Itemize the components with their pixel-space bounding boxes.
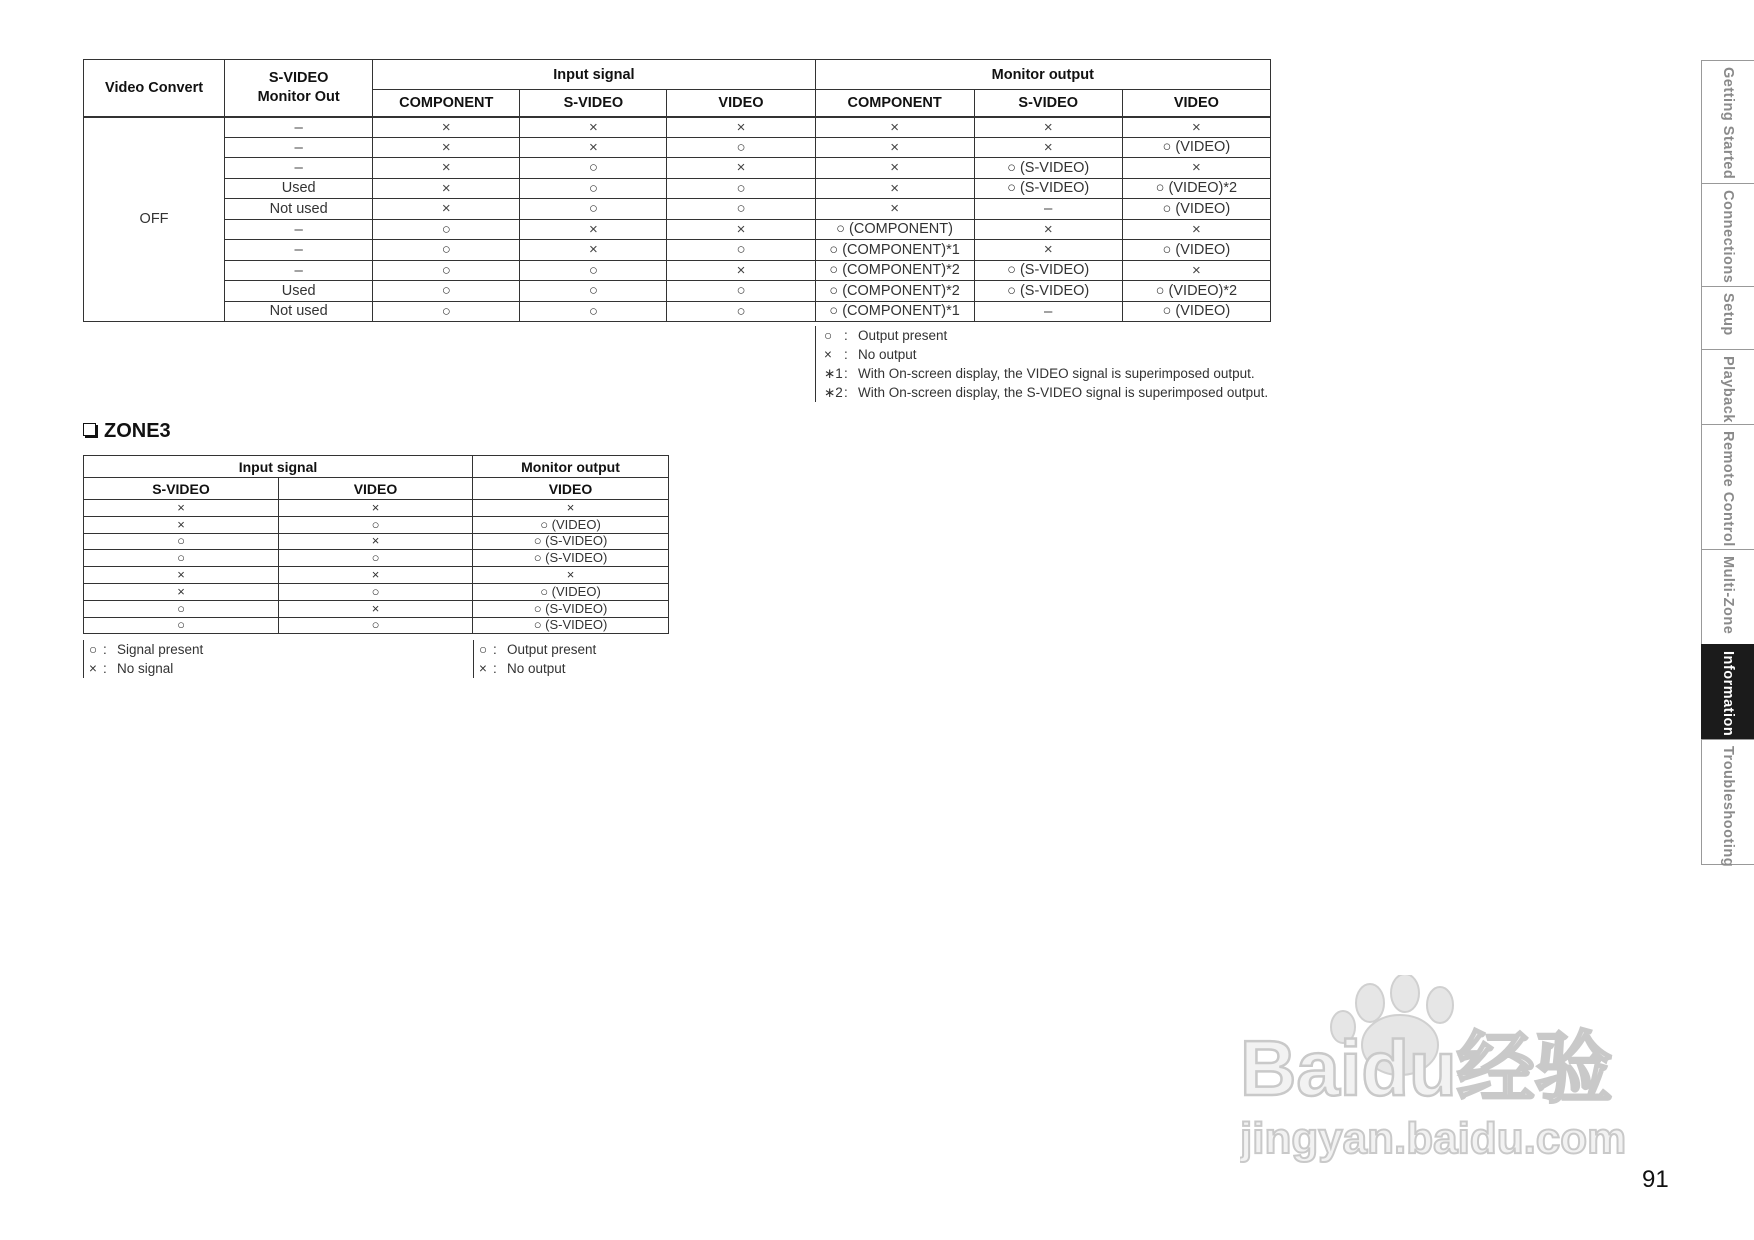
table-cell: × <box>373 158 520 179</box>
table-row <box>84 240 1271 261</box>
table-cell: × <box>84 500 279 517</box>
table-cell: × <box>1122 158 1270 179</box>
table-cell: Not used <box>225 199 373 220</box>
table-cell: ○ (COMPONENT) <box>815 219 974 240</box>
table-cell: ○ (VIDEO) <box>473 516 669 533</box>
legend-text: With On-screen display, the S-VIDEO signal is superimposed output. <box>858 385 1269 400</box>
baidu-jingyan-watermark <box>1240 975 1660 1175</box>
section-tabs <box>1701 60 1754 868</box>
table-cell: ○ <box>520 260 667 281</box>
legend-text: Output present <box>858 328 948 343</box>
table-cell: × <box>815 137 974 158</box>
table-cell: × <box>84 583 279 600</box>
table-cell: × <box>279 500 473 517</box>
table-cell: Used <box>225 178 373 199</box>
table-row <box>84 500 669 517</box>
table-cell: ○ <box>373 281 520 302</box>
legend-item <box>479 640 596 659</box>
table-cell: ○ <box>520 301 667 322</box>
tab-label: Getting Started <box>1720 67 1736 180</box>
zone3-title: ZONE3 <box>104 420 171 442</box>
table-cell: × <box>974 219 1122 240</box>
table-cell: × <box>279 533 473 550</box>
table-row <box>84 533 669 550</box>
table-cell: × <box>520 117 667 138</box>
zone3-header-monitor-output: Monitor output <box>473 456 669 478</box>
header-video-convert: Video Convert <box>84 60 225 117</box>
legend-key: ∗2 <box>824 385 843 400</box>
table-cell: × <box>974 240 1122 261</box>
table-cell: ○ <box>520 158 667 179</box>
legend-item <box>824 326 1268 345</box>
header-input-video: VIDEO <box>667 90 815 117</box>
legend-separator: : <box>103 661 107 676</box>
legend-separator: : <box>493 661 497 676</box>
legend-text: Signal present <box>117 642 204 657</box>
table-cell: ○ <box>84 533 279 550</box>
table-cell: × <box>1122 117 1270 138</box>
legend-item <box>89 659 203 678</box>
table-cell: ○ <box>373 219 520 240</box>
legend-key: ○ <box>89 642 98 657</box>
legend-text: Output present <box>507 642 597 657</box>
table-cell: × <box>84 516 279 533</box>
table-cell: ○ <box>279 583 473 600</box>
table-cell: ○ <box>667 137 815 158</box>
legend-separator: : <box>493 642 497 657</box>
legend-item <box>824 345 1268 364</box>
table-row <box>84 301 1271 322</box>
zone3-header-input-svideo: S-VIDEO <box>84 478 279 500</box>
legend-separator: : <box>103 642 107 657</box>
table-cell: × <box>373 137 520 158</box>
legend-text: No signal <box>117 661 174 676</box>
tab-label: Troubleshooting <box>1720 746 1736 868</box>
table-cell: ○ <box>84 617 279 634</box>
table-cell: ○ (VIDEO) <box>1122 240 1270 261</box>
header-input-svideo: S-VIDEO <box>520 90 667 117</box>
table-cell: × <box>520 219 667 240</box>
table-cell: ○ <box>520 281 667 302</box>
legend-key: ∗1 <box>824 366 843 381</box>
table-row <box>84 516 669 533</box>
legend-separator: : <box>844 347 848 362</box>
table-cell: ○ (S-VIDEO) <box>974 281 1122 302</box>
table-cell: × <box>84 567 279 584</box>
table-cell: ○ (S-VIDEO) <box>473 533 669 550</box>
header-input-component: COMPONENT <box>373 90 520 117</box>
table-cell: ○ (S-VIDEO) <box>974 260 1122 281</box>
table-row <box>84 550 669 567</box>
table-cell: ○ (VIDEO) <box>1122 301 1270 322</box>
table-cell: × <box>373 117 520 138</box>
zone3-header-output-video: VIDEO <box>473 478 669 500</box>
table-cell: × <box>520 240 667 261</box>
legend-key: × <box>89 661 97 676</box>
table-cell: × <box>815 117 974 138</box>
table-cell: ○ <box>279 516 473 533</box>
legend-key: × <box>479 661 487 676</box>
table-cell: – <box>974 301 1122 322</box>
table-cell: ○ <box>373 301 520 322</box>
tab-troubleshooting[interactable] <box>1701 739 1754 868</box>
tab-label: Remote Control <box>1720 431 1736 547</box>
table-cell: ○ (S-VIDEO) <box>974 178 1122 199</box>
page-number: 91 <box>1642 1166 1669 1193</box>
table-cell: × <box>1122 219 1270 240</box>
table-cell: – <box>225 158 373 179</box>
table-cell: ○ (COMPONENT)*2 <box>815 260 974 281</box>
table-cell: × <box>815 178 974 199</box>
table-row <box>84 260 1271 281</box>
watermark-brand: Baidu经验 <box>1240 1024 1613 1112</box>
legend-text: With On-screen display, the VIDEO signal is superimposed output. <box>858 366 1255 381</box>
zone3-output-legend <box>473 640 596 678</box>
header-output-video: VIDEO <box>1122 90 1270 117</box>
legend-separator: : <box>844 366 848 381</box>
legend-key: ○ <box>824 328 833 343</box>
legend-key: ○ <box>479 642 488 657</box>
header-monitor-output: Monitor output <box>815 60 1270 90</box>
table-cell: ○ (S-VIDEO) <box>473 617 669 634</box>
video-convert-value: OFF <box>84 117 225 322</box>
table-row <box>84 178 1271 199</box>
tab-multi-zone[interactable] <box>1701 549 1754 644</box>
table-row <box>84 567 669 584</box>
table-cell: × <box>667 260 815 281</box>
legend-separator: : <box>844 328 848 343</box>
table-cell: – <box>225 219 373 240</box>
legend-item <box>89 640 203 659</box>
table-row <box>84 199 1271 220</box>
table-cell: ○ (S-VIDEO) <box>473 550 669 567</box>
table-cell: ○ <box>667 178 815 199</box>
table-cell: ○ <box>373 260 520 281</box>
table-cell: ○ (VIDEO) <box>473 583 669 600</box>
table-cell: × <box>373 178 520 199</box>
table-cell: ○ (VIDEO)*2 <box>1122 178 1270 199</box>
table-cell: ○ <box>667 301 815 322</box>
table-cell: – <box>974 199 1122 220</box>
tab-label: Multi-Zone <box>1720 556 1736 635</box>
zone3-heading <box>83 420 171 443</box>
tab-playback[interactable] <box>1701 349 1754 424</box>
table-cell: ○ <box>279 617 473 634</box>
tab-label: Setup <box>1720 293 1736 336</box>
tab-getting-started[interactable] <box>1701 60 1754 183</box>
zone3-header-input-signal: Input signal <box>84 456 473 478</box>
watermark-url: jingyan.baidu.com <box>1240 1114 1627 1163</box>
table-cell: ○ <box>520 178 667 199</box>
table-row <box>84 158 1271 179</box>
table-cell: ○ (VIDEO) <box>1122 137 1270 158</box>
zone3-input-legend <box>83 640 203 678</box>
table-cell: ○ <box>520 199 667 220</box>
table-cell: Not used <box>225 301 373 322</box>
table-cell: × <box>473 500 669 517</box>
table-cell: ○ <box>667 199 815 220</box>
header-output-component: COMPONENT <box>815 90 974 117</box>
table-cell: × <box>667 117 815 138</box>
table-cell: ○ <box>373 240 520 261</box>
legend-text: No output <box>507 661 566 676</box>
table-cell: ○ (VIDEO)*2 <box>1122 281 1270 302</box>
table-cell: × <box>667 219 815 240</box>
table-cell: × <box>815 199 974 220</box>
table-cell: Used <box>225 281 373 302</box>
table-row <box>84 281 1271 302</box>
table-cell: × <box>473 567 669 584</box>
table-cell: ○ (COMPONENT)*2 <box>815 281 974 302</box>
table-cell: ○ (COMPONENT)*1 <box>815 240 974 261</box>
table-cell: × <box>520 137 667 158</box>
table-row <box>84 600 669 617</box>
table-cell: – <box>225 260 373 281</box>
table-cell: – <box>225 117 373 138</box>
table-row <box>84 137 1271 158</box>
zone3-table <box>83 455 669 634</box>
zone3-header-input-video: VIDEO <box>279 478 473 500</box>
table-cell: ○ (VIDEO) <box>1122 199 1270 220</box>
tab-remote-control[interactable] <box>1701 424 1754 549</box>
legend-item <box>479 659 596 678</box>
table-cell: × <box>974 137 1122 158</box>
table-cell: × <box>279 600 473 617</box>
table-cell: ○ <box>667 281 815 302</box>
table-cell: × <box>279 567 473 584</box>
table-row <box>84 117 1271 138</box>
table-cell: ○ <box>667 240 815 261</box>
tab-label: Information <box>1720 651 1736 737</box>
tab-label: Playback <box>1720 356 1736 423</box>
legend-item <box>824 364 1268 383</box>
table-cell: ○ <box>279 550 473 567</box>
table-cell: × <box>815 158 974 179</box>
tab-connections[interactable] <box>1701 183 1754 286</box>
table-cell: ○ <box>84 550 279 567</box>
tab-label: Connections <box>1720 190 1736 284</box>
table-cell: ○ (S-VIDEO) <box>473 600 669 617</box>
table-row <box>84 583 669 600</box>
table-cell: ○ <box>84 600 279 617</box>
header-output-svideo: S-VIDEO <box>974 90 1122 117</box>
table-cell: × <box>667 158 815 179</box>
table-cell: – <box>225 240 373 261</box>
legend-text: No output <box>858 347 917 362</box>
video-convert-table <box>83 59 1271 322</box>
table-cell: × <box>974 117 1122 138</box>
tab-setup[interactable] <box>1701 286 1754 349</box>
table-row <box>84 219 1271 240</box>
legend-key: × <box>824 347 832 362</box>
tab-information[interactable] <box>1701 644 1754 739</box>
header-svideo-monitor-out: S-VIDEO Monitor Out <box>225 60 373 117</box>
main-table-legend <box>815 326 1268 402</box>
table-cell: ○ (S-VIDEO) <box>974 158 1122 179</box>
header-input-signal: Input signal <box>373 60 815 90</box>
legend-separator: : <box>844 385 848 400</box>
table-cell: – <box>225 137 373 158</box>
checkbox-bullet-icon <box>83 423 96 436</box>
table-cell: ○ (COMPONENT)*1 <box>815 301 974 322</box>
legend-item <box>824 383 1268 402</box>
table-cell: × <box>373 199 520 220</box>
table-row <box>84 617 669 634</box>
table-cell: × <box>1122 260 1270 281</box>
